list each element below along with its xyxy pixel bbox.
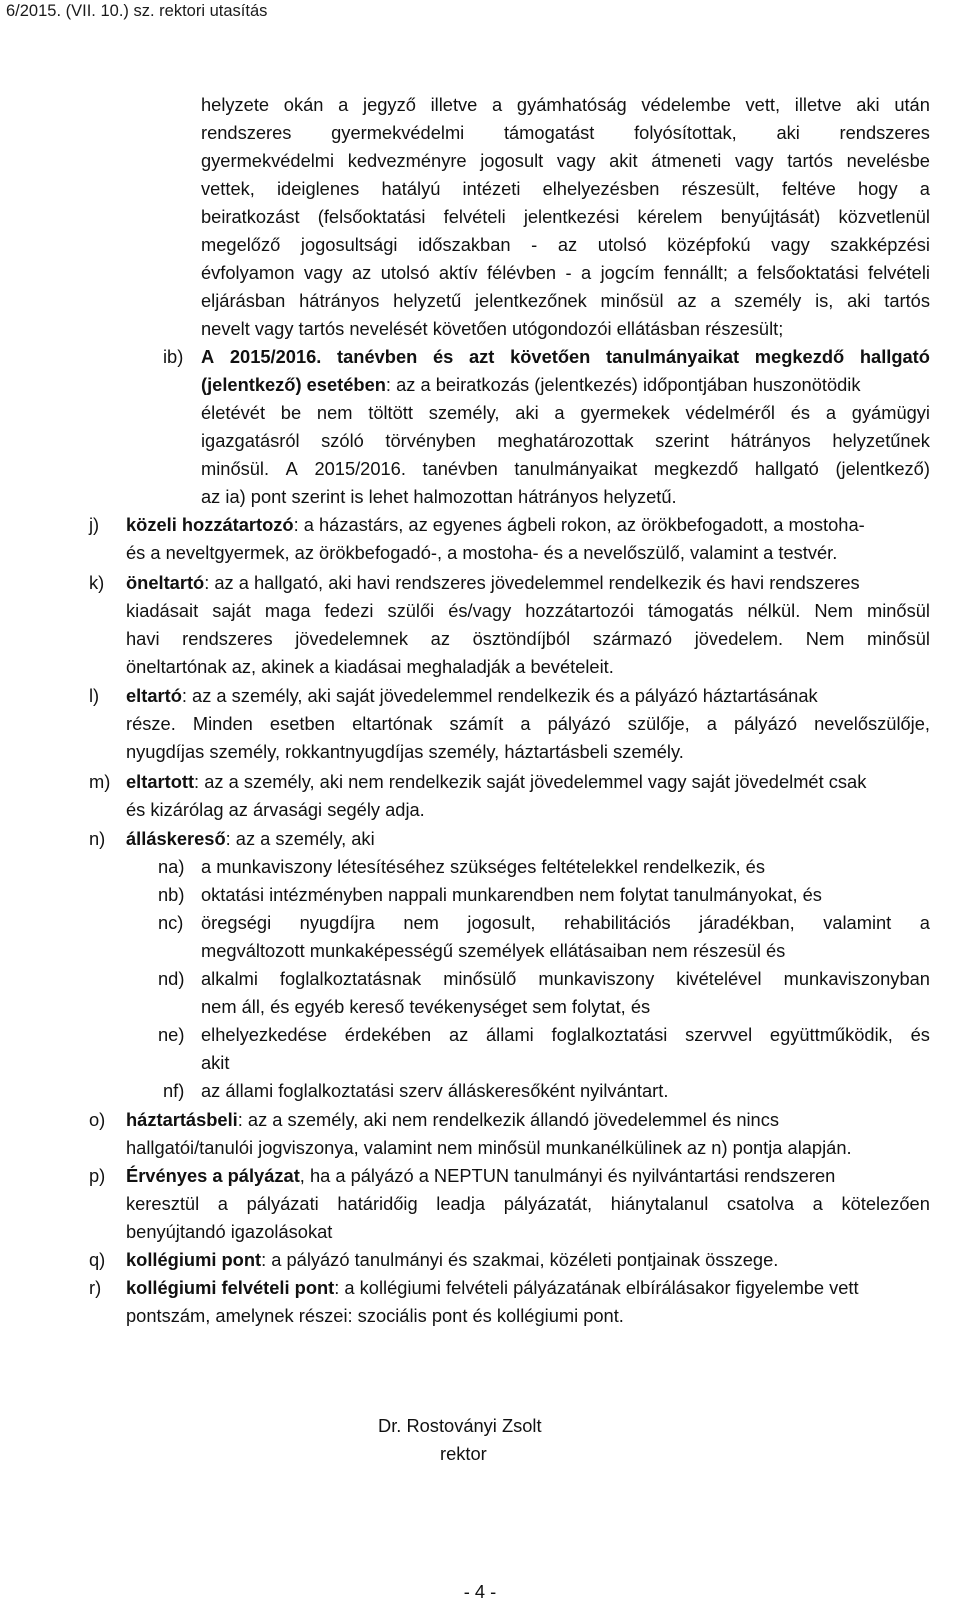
word: védelméről bbox=[685, 402, 775, 423]
l-line-1 bbox=[126, 682, 930, 710]
word: ösztöndíjból bbox=[472, 628, 571, 649]
k-line-4: öneltartónak az, akinek a kiadásai meghaladják a bevételeit. bbox=[126, 656, 614, 677]
word: gyámhatóság bbox=[516, 94, 627, 115]
word: minősül. bbox=[201, 458, 270, 479]
word: megkezdő bbox=[653, 458, 739, 479]
word: helyzetű bbox=[393, 290, 462, 311]
word: 2015/2016. bbox=[314, 458, 406, 479]
word: A bbox=[285, 458, 298, 479]
word: kivételével bbox=[676, 968, 762, 989]
word: az bbox=[677, 290, 697, 311]
word: a bbox=[737, 262, 748, 283]
word: a bbox=[919, 178, 930, 199]
word: fennállt; bbox=[663, 262, 728, 283]
word: eljárásban bbox=[201, 290, 286, 311]
word: a bbox=[710, 290, 721, 311]
p-line-1-text: , ha a pályázó a NEPTUN tanulmányi és nyilvántartási rendszeren bbox=[299, 1165, 836, 1186]
word: illetve bbox=[794, 94, 842, 115]
word: jelentkezési bbox=[523, 206, 620, 227]
word: szerint bbox=[655, 430, 709, 451]
word: érdekében bbox=[344, 1024, 432, 1045]
word: igazgatásról bbox=[201, 430, 300, 451]
word: a bbox=[554, 402, 565, 423]
word: csatolva bbox=[726, 1193, 795, 1214]
ne-line-2: akit bbox=[201, 1052, 230, 1073]
word: hátrányos bbox=[299, 290, 380, 311]
word: aktív bbox=[438, 262, 478, 283]
m-line-2: és kizárólag az árvasági segély adja. bbox=[126, 799, 425, 820]
word: vettek, bbox=[201, 178, 255, 199]
word: hallgató bbox=[859, 346, 930, 367]
word: állami bbox=[486, 1024, 534, 1045]
ia-line-6 bbox=[201, 231, 930, 259]
nf-line-1: az állami foglalkoztatási szerv álláskeresőként nyilvántart. bbox=[201, 1080, 669, 1101]
word: szakképzési bbox=[830, 234, 930, 255]
word: és/vagy bbox=[448, 600, 512, 621]
ia-line-4 bbox=[201, 175, 930, 203]
word: jövedelem. bbox=[694, 628, 784, 649]
word: jogosultsági bbox=[300, 234, 398, 255]
word: életévét bbox=[201, 402, 266, 423]
word: pályázati bbox=[246, 1193, 319, 1214]
term-allaskereso: álláskereső bbox=[126, 828, 226, 849]
word: helyzete bbox=[201, 94, 270, 115]
word: minősülő bbox=[443, 968, 517, 989]
word: foglalkoztatási bbox=[551, 1024, 668, 1045]
word: után bbox=[894, 94, 930, 115]
word: része. bbox=[126, 713, 176, 734]
page-number: - 4 - bbox=[463, 1581, 497, 1602]
word: aki bbox=[515, 402, 539, 423]
k-line-1 bbox=[126, 569, 860, 597]
q-line-1 bbox=[126, 1246, 778, 1274]
k-line-3 bbox=[126, 625, 930, 653]
word: intézeti bbox=[462, 178, 521, 199]
r-line-1 bbox=[126, 1274, 859, 1302]
word: a bbox=[706, 713, 717, 734]
word: részesült, bbox=[681, 178, 760, 199]
word: Minden bbox=[192, 713, 253, 734]
word: megelőző bbox=[201, 234, 281, 255]
word: aki bbox=[856, 94, 880, 115]
nd-line-2: nem áll, és egyéb kereső tevékenységet sem folytat, és bbox=[201, 996, 651, 1017]
nb-line-1: oktatási intézményben nappali munkarendben nem folytat tanulmányokat, és bbox=[201, 884, 822, 905]
word: beiratkozást bbox=[201, 206, 300, 227]
word: foglalkoztatásnak bbox=[279, 968, 422, 989]
word: a bbox=[919, 912, 930, 933]
word: aki bbox=[847, 290, 871, 311]
word: jogosult bbox=[480, 150, 544, 171]
word: jövedelemnek bbox=[295, 628, 409, 649]
word: követően bbox=[510, 346, 591, 367]
word: aki bbox=[776, 122, 800, 143]
word: járadékban, bbox=[699, 912, 795, 933]
word: tanévben bbox=[422, 458, 498, 479]
word: és bbox=[432, 346, 454, 367]
word: benyújtását) bbox=[720, 206, 821, 227]
nc-line-1 bbox=[201, 909, 930, 937]
l-line-2 bbox=[126, 710, 930, 738]
word: személy, bbox=[428, 402, 500, 423]
term-kollegiumi-felveteli-pont: kollégiumi felvételi pont bbox=[126, 1277, 335, 1298]
word: a bbox=[581, 262, 592, 283]
word: nem bbox=[316, 402, 353, 423]
word: vagy bbox=[734, 150, 774, 171]
word: gyámügyi bbox=[851, 402, 930, 423]
word: elhelyezésben bbox=[542, 178, 660, 199]
word: keresztül bbox=[126, 1193, 200, 1214]
word: gyermekvédelmi bbox=[201, 150, 335, 171]
term-eltarto: eltartó bbox=[126, 685, 182, 706]
word: fedezi bbox=[324, 600, 374, 621]
word: vagy bbox=[303, 262, 343, 283]
word: az bbox=[448, 1024, 469, 1045]
word: származó bbox=[592, 628, 673, 649]
word: alkalmi bbox=[201, 968, 258, 989]
l-line-3: nyugdíjas személy, rokkantnyugdíjas személy, háztartásbeli személy. bbox=[126, 741, 684, 762]
ia-line-1 bbox=[201, 91, 930, 119]
ne-line-1 bbox=[201, 1021, 930, 1049]
word: leadja bbox=[436, 1193, 486, 1214]
word: 2015/2016. bbox=[229, 346, 322, 367]
r-line-2: pontszám, amelynek részei: szociális pont és kollégiumi pont. bbox=[126, 1305, 624, 1326]
word: hatályú bbox=[381, 178, 441, 199]
word: illetve bbox=[430, 94, 478, 115]
ia-line-2 bbox=[201, 119, 930, 147]
term-haztartasbeli: háztartásbeli bbox=[126, 1109, 238, 1130]
word: helyzetűnek bbox=[832, 430, 930, 451]
p-line-2 bbox=[126, 1190, 930, 1218]
word: Nem bbox=[805, 628, 845, 649]
word: hiánytalanul bbox=[610, 1193, 709, 1214]
term-oneltarto: öneltartó bbox=[126, 572, 205, 593]
word: kedvezményre bbox=[347, 150, 467, 171]
ib-line-5 bbox=[201, 455, 930, 483]
word: jogosult, bbox=[467, 912, 536, 933]
r-line-1-text: : a kollégiumi felvételi pályázatának elbírálásakor figyelembe vett bbox=[334, 1277, 859, 1298]
word: rendszeres bbox=[201, 122, 292, 143]
word: tanulmányaikat bbox=[606, 346, 740, 367]
na-line-1: a munkaviszony létesítéséhez szükséges feltételekkel rendelkezik, és bbox=[201, 856, 765, 877]
word: közvetlenül bbox=[838, 206, 930, 227]
word: (felsőoktatási bbox=[317, 206, 426, 227]
ia-line-7 bbox=[201, 259, 930, 287]
j-line-1-text: : a házastárs, az egyenes ágbeli rokon, az örökbefogadott, a mostoha- bbox=[293, 514, 865, 535]
word: hogy bbox=[857, 178, 898, 199]
word: meghatározottak bbox=[497, 430, 634, 451]
word: be bbox=[280, 402, 302, 423]
word: törvényben bbox=[385, 430, 476, 451]
m-line-1 bbox=[126, 768, 866, 796]
l-line-1-text: : az a személy, aki saját jövedelemmel rendelkezik és a pályázó háztartásának bbox=[181, 685, 818, 706]
word: esetben bbox=[269, 713, 335, 734]
item-label-m: m) bbox=[89, 771, 111, 792]
word: nevelésbe bbox=[846, 150, 930, 171]
word: akit bbox=[609, 150, 638, 171]
word: személy bbox=[734, 290, 802, 311]
word: utolsó bbox=[380, 262, 430, 283]
item-label-k: k) bbox=[89, 572, 105, 593]
word: félévben bbox=[486, 262, 557, 283]
word: támogatást bbox=[503, 122, 595, 143]
term-kollegiumi-pont: kollégiumi pont bbox=[126, 1249, 262, 1270]
item-label-q: q) bbox=[89, 1249, 106, 1270]
term-kozeli-hozzatartozo: közeli hozzátartozó bbox=[126, 514, 294, 535]
word: az bbox=[430, 628, 450, 649]
word: támogatás bbox=[648, 600, 734, 621]
word: gyermekek bbox=[580, 402, 670, 423]
n-line-1-text: : az a személy, aki bbox=[225, 828, 375, 849]
word: pályázatát, bbox=[503, 1193, 593, 1214]
word: gyermekvédelmi bbox=[331, 122, 465, 143]
o-line-2: hallgatói/tanulói jogviszonya, valamint nem minősül munkanélkülinek az n) pontja alapján. bbox=[126, 1137, 852, 1158]
p-line-1 bbox=[126, 1162, 930, 1190]
word: védelembe bbox=[641, 94, 731, 115]
word: minősül bbox=[866, 600, 930, 621]
word: felvételi bbox=[867, 262, 930, 283]
ib-line-2-text: : az a beiratkozás (jelentkezés) időpontjában huszonötödik bbox=[385, 374, 861, 395]
word: vagy bbox=[556, 150, 596, 171]
word: azt bbox=[469, 346, 495, 367]
nd-line-1 bbox=[201, 965, 930, 993]
word: eltartónak bbox=[352, 713, 433, 734]
word: kiadásait bbox=[126, 600, 199, 621]
word: szülői bbox=[387, 600, 435, 621]
item-label-nd: nd) bbox=[158, 968, 185, 989]
word: számít bbox=[449, 713, 504, 734]
term-eltartott: eltartott bbox=[126, 771, 195, 792]
word: (jelentkező) bbox=[835, 458, 930, 479]
word: időszakban bbox=[418, 234, 511, 255]
word: a bbox=[217, 1193, 228, 1214]
word: nevelőszülője, bbox=[814, 713, 930, 734]
k-line-2 bbox=[126, 597, 930, 625]
ib-line-3 bbox=[201, 399, 930, 427]
item-label-p: p) bbox=[89, 1165, 106, 1186]
n-line-1 bbox=[126, 825, 375, 853]
item-label-na: na) bbox=[158, 856, 185, 877]
word: havi bbox=[126, 628, 160, 649]
word: nem bbox=[403, 912, 439, 933]
word: is, bbox=[815, 290, 834, 311]
word: az bbox=[351, 262, 372, 283]
word: jogcím bbox=[600, 262, 655, 283]
item-label-o: o) bbox=[89, 1109, 106, 1130]
word: tartós bbox=[884, 290, 930, 311]
word: minősül bbox=[866, 628, 930, 649]
o-line-1 bbox=[126, 1106, 930, 1134]
word: utolsó bbox=[597, 234, 647, 255]
word: tanulmányaikat bbox=[514, 458, 638, 479]
word: a bbox=[812, 1193, 823, 1214]
nc-line-2: megváltozott munkaképességű személyek ellátásaiban nem részesül és bbox=[201, 940, 786, 961]
word: hallgató bbox=[754, 458, 819, 479]
item-label-ib: ib) bbox=[163, 346, 184, 367]
ib-heading-end: (jelentkező) esetében bbox=[201, 374, 386, 395]
word: saját bbox=[212, 600, 251, 621]
ib-line-6: az ia) pont szerint is lehet halmozottan hátrányos helyzetű. bbox=[201, 486, 677, 507]
ib-line-4 bbox=[201, 427, 930, 455]
item-label-nf: nf) bbox=[163, 1080, 185, 1101]
q-line-1-text: : a pályázó tanulmányi és szakmai, közéleti pontjainak összege. bbox=[261, 1249, 779, 1270]
word: az bbox=[557, 234, 578, 255]
word: és bbox=[910, 1024, 930, 1045]
word: rehabilitációs bbox=[563, 912, 671, 933]
word: átmeneti bbox=[651, 150, 722, 171]
word: valamint bbox=[823, 912, 892, 933]
word: rendszeres bbox=[182, 628, 273, 649]
word: szervvel bbox=[685, 1024, 753, 1045]
m-line-1-text: : az a személy, aki nem rendelkezik saját jövedelemmel vagy saját jövedelmét csak bbox=[194, 771, 867, 792]
item-label-l: l) bbox=[89, 685, 100, 706]
o-line-1-text: : az a személy, aki nem rendelkezik állandó jövedelemmel és nincs bbox=[237, 1109, 780, 1130]
item-label-ne: ne) bbox=[158, 1024, 185, 1045]
word: munkaviszonyban bbox=[783, 968, 930, 989]
word: megkezdő bbox=[754, 346, 845, 367]
word: jelentkezőnek bbox=[475, 290, 587, 311]
word: - bbox=[565, 262, 572, 283]
word: a bbox=[338, 94, 349, 115]
word: vagy bbox=[771, 234, 810, 255]
word: a bbox=[520, 713, 531, 734]
word: - bbox=[531, 234, 538, 255]
word: minősül bbox=[600, 290, 664, 311]
word: töltött bbox=[368, 402, 413, 423]
word: évfolyamon bbox=[201, 262, 295, 283]
word: tartós bbox=[787, 150, 833, 171]
ia-line-8 bbox=[201, 287, 930, 315]
word: határidőig bbox=[337, 1193, 418, 1214]
word: kérelem bbox=[637, 206, 703, 227]
word: középfokú bbox=[667, 234, 751, 255]
item-label-j: j) bbox=[89, 514, 100, 535]
j-line-1 bbox=[126, 511, 865, 539]
word: okán bbox=[283, 94, 324, 115]
signatory-title: rektor bbox=[440, 1443, 487, 1464]
p-line-3: benyújtandó igazolásokat bbox=[126, 1221, 333, 1242]
ib-heading-line bbox=[201, 343, 930, 371]
ib-line-2 bbox=[201, 371, 930, 399]
word: együttműködik, bbox=[769, 1024, 893, 1045]
ia-line-9: nevelt vagy tartós nevelését követően utógondozói ellátásban részesült; bbox=[201, 318, 784, 339]
word: öregségi bbox=[201, 912, 272, 933]
word: nyugdíjra bbox=[299, 912, 375, 933]
word: maga bbox=[264, 600, 311, 621]
word: ideiglenes bbox=[276, 178, 360, 199]
word: kötelezően bbox=[841, 1193, 930, 1214]
word: jegyző bbox=[363, 94, 416, 115]
item-label-r: r) bbox=[89, 1277, 102, 1298]
ia-line-5 bbox=[201, 203, 930, 231]
word: hátrányos bbox=[730, 430, 811, 451]
word: folyósítottak, bbox=[634, 122, 737, 143]
ia-line-3 bbox=[201, 147, 930, 175]
word: A bbox=[201, 346, 215, 367]
k-line-1-text: : az a hallgató, aki havi rendszeres jövedelemmel rendelkezik és havi rendszeres bbox=[204, 572, 860, 593]
word: pályázó bbox=[547, 713, 611, 734]
word: szóló bbox=[321, 430, 364, 451]
j-line-2: és a neveltgyermek, az örökbefogadó-, a mostoha- és a nevelőszülő, valamint a testvér. bbox=[126, 542, 838, 563]
term-ervenyes-a-palyazat: Érvényes a pályázat bbox=[126, 1165, 300, 1186]
word: és bbox=[790, 402, 811, 423]
word: a bbox=[492, 94, 503, 115]
word: feltéve bbox=[781, 178, 836, 199]
word: felsőoktatási bbox=[756, 262, 859, 283]
word: rendszeres bbox=[839, 122, 930, 143]
document-header: 6/2015. (VII. 10.) sz. rektori utasítás bbox=[6, 2, 268, 20]
word: pályázó bbox=[734, 713, 798, 734]
word: hozzátartozói bbox=[525, 600, 634, 621]
word: munkaviszony bbox=[538, 968, 655, 989]
word: a bbox=[825, 402, 836, 423]
word: nélkül. bbox=[747, 600, 801, 621]
item-label-n: n) bbox=[89, 828, 106, 849]
item-label-nc: nc) bbox=[158, 912, 184, 933]
word: vett, bbox=[745, 94, 781, 115]
item-label-nb: nb) bbox=[158, 884, 185, 905]
word: elhelyezkedése bbox=[201, 1024, 328, 1045]
word: tanévben bbox=[337, 346, 418, 367]
signatory-name: Dr. Rostoványi Zsolt bbox=[378, 1415, 542, 1436]
word: felvételi bbox=[443, 206, 506, 227]
word: Nem bbox=[814, 600, 853, 621]
word: szülője, bbox=[627, 713, 690, 734]
